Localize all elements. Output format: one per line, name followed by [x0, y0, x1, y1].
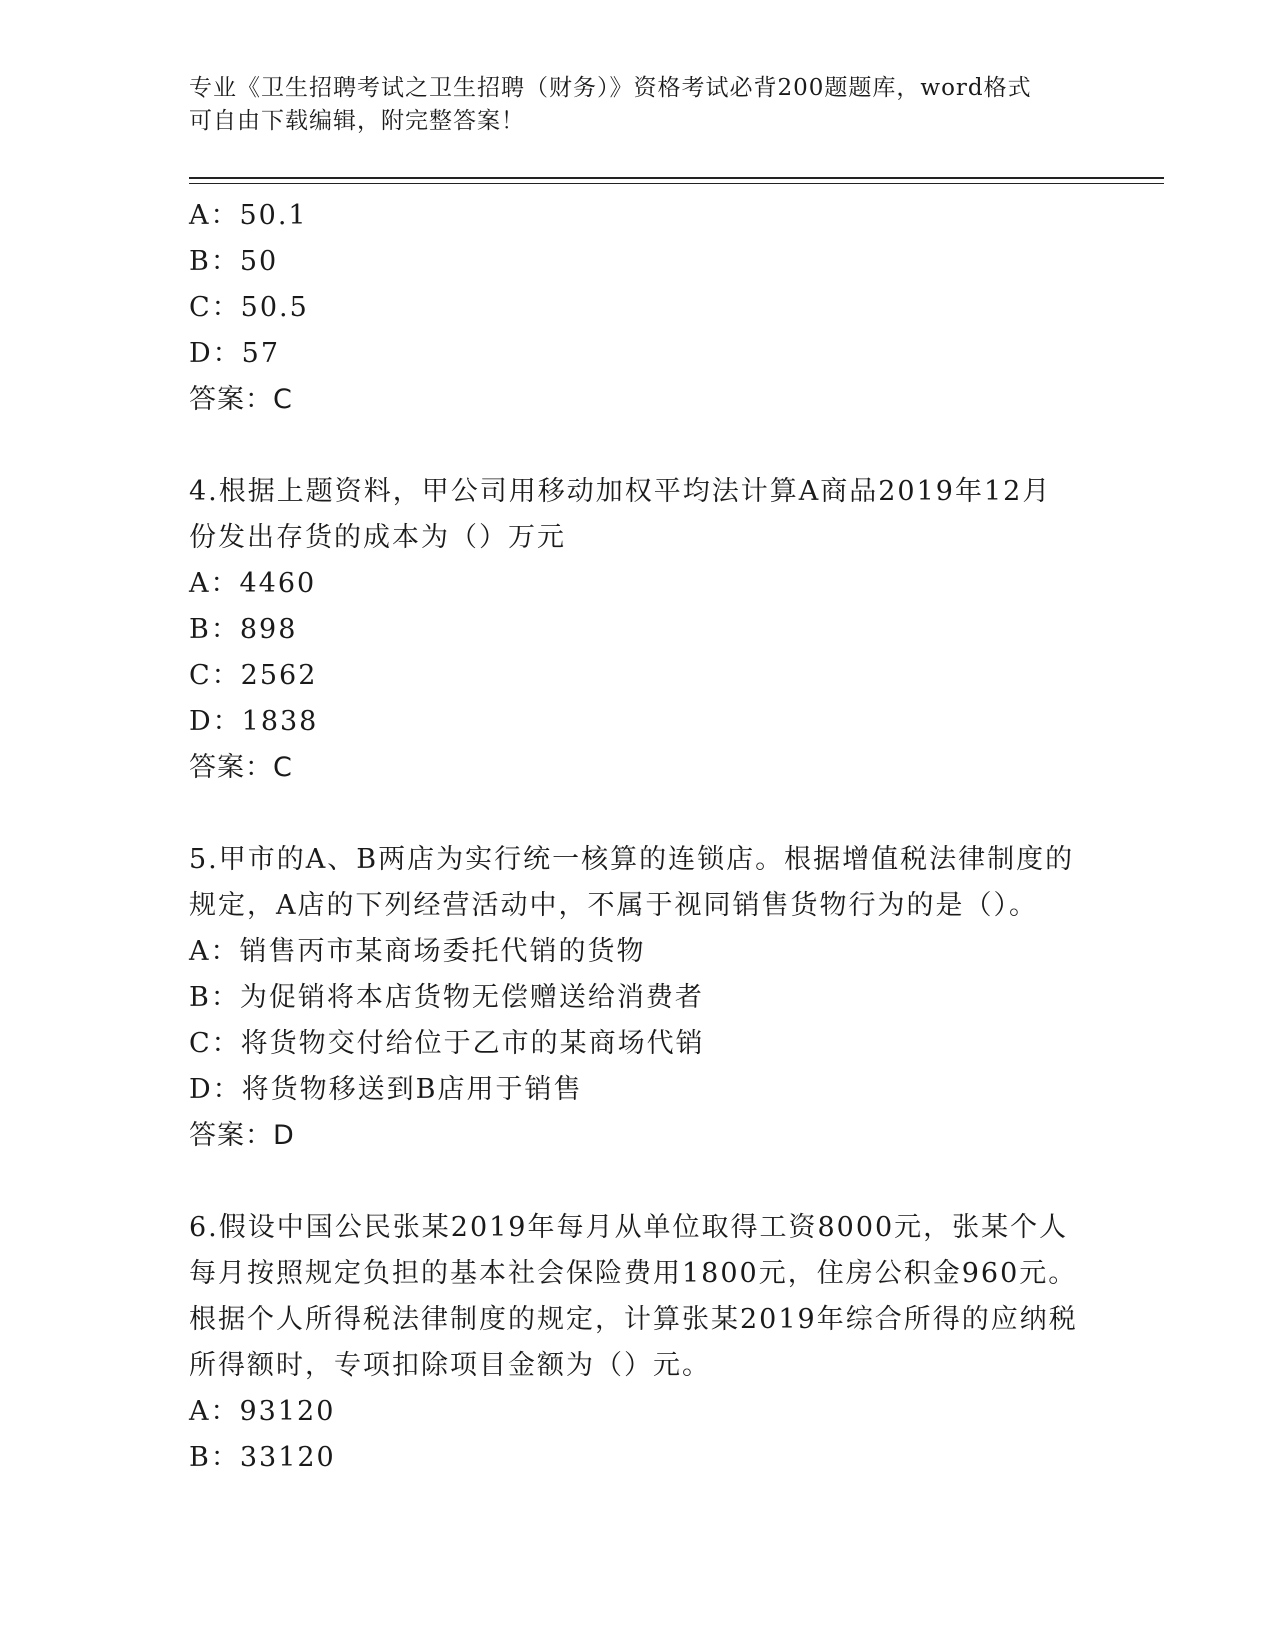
- option-b: B：为促销将本店货物无偿赠送给消费者: [189, 982, 704, 1013]
- header-line-2: 可自由下载编辑，附完整答案！: [189, 108, 525, 134]
- question-list: [189, 193, 1109, 1481]
- option-c: C：将货物交付给位于乙市的某商场代销: [189, 1028, 705, 1059]
- option-c: C：50.5: [189, 292, 309, 323]
- header-divider-thin: [189, 183, 1164, 184]
- option-c: C：2562: [189, 660, 318, 691]
- option-a: A：93120: [189, 1396, 336, 1427]
- spacer: [189, 1159, 1109, 1205]
- question-3-options: [189, 193, 1109, 423]
- question-6: [189, 1205, 1109, 1481]
- question-stem: 4.根据上题资料，甲公司用移动加权平均法计算A商品2019年12月: [189, 476, 1052, 507]
- option-a: A：50.1: [189, 200, 308, 231]
- option-b: B：33120: [189, 1442, 336, 1473]
- question-stem: 5.甲市的A、B两店为实行统一核算的连锁店。根据增值税法律制度的: [189, 844, 1075, 875]
- answer-line: 答案：C: [189, 752, 293, 783]
- document-header: [189, 72, 1089, 138]
- question-stem: 份发出存货的成本为（）万元: [189, 522, 566, 553]
- question-stem: 所得额时，专项扣除项目金额为（）元。: [189, 1350, 711, 1381]
- answer-line: 答案：C: [189, 384, 293, 415]
- option-a: A：销售丙市某商场委托代销的货物: [189, 936, 646, 967]
- question-stem: 每月按照规定负担的基本社会保险费用1800元，住房公积金960元。: [189, 1258, 1078, 1289]
- header-line-1: 专业《卫生招聘考试之卫生招聘（财务）》资格考试必背200题题库，word格式: [189, 75, 1032, 101]
- header-divider-thick: [189, 177, 1164, 179]
- spacer: [189, 423, 1109, 469]
- spacer: [189, 791, 1109, 837]
- question-stem: 根据个人所得税法律制度的规定，计算张某2019年综合所得的应纳税: [189, 1304, 1078, 1335]
- question-stem: 规定，A店的下列经营活动中，不属于视同销售货物行为的是（）。: [189, 890, 1038, 921]
- option-a: A：4460: [189, 568, 317, 599]
- question-4: [189, 469, 1109, 791]
- question-5: [189, 837, 1109, 1159]
- option-d: D：1838: [189, 706, 319, 737]
- answer-line: 答案：D: [189, 1120, 295, 1151]
- option-b: B：50: [189, 246, 279, 277]
- question-stem: 6.假设中国公民张某2019年每月从单位取得工资8000元，张某个人: [189, 1212, 1069, 1243]
- option-d: D：将货物移送到B店用于销售: [189, 1074, 583, 1105]
- option-b: B：898: [189, 614, 298, 645]
- option-d: D：57: [189, 338, 281, 369]
